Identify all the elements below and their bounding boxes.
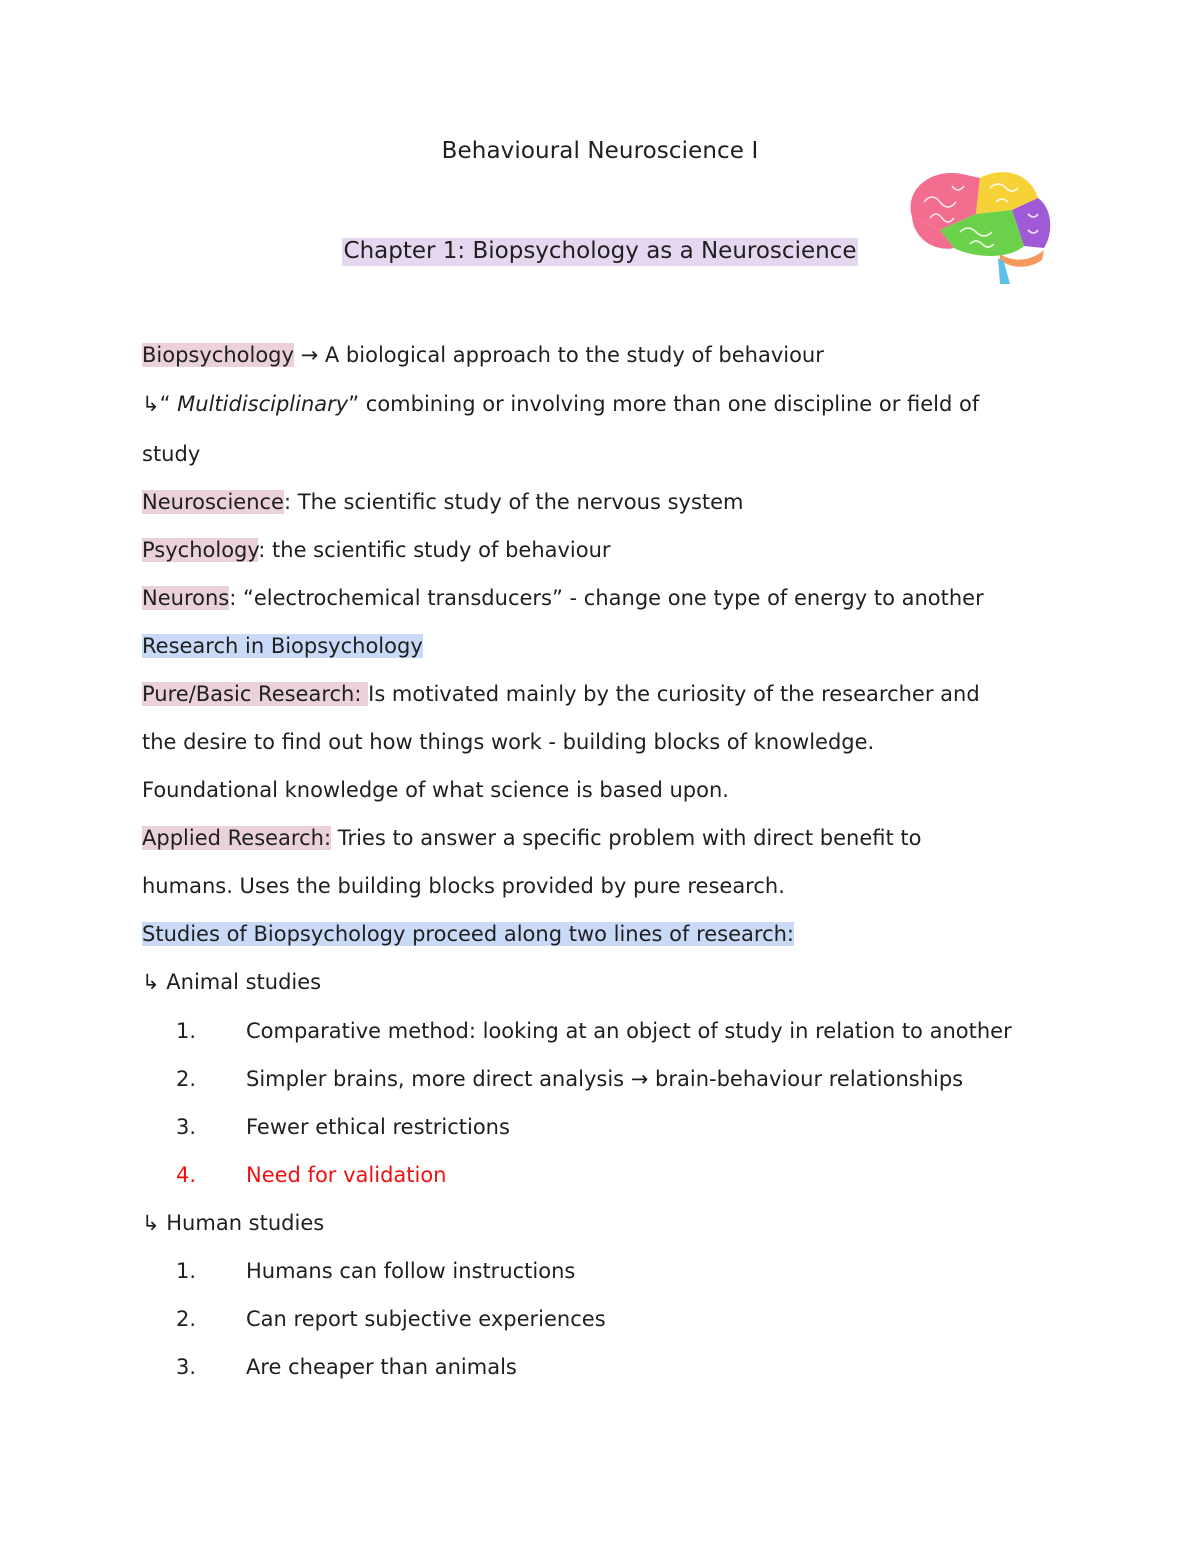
document-title: Behavioural Neuroscience I bbox=[441, 138, 759, 164]
term-biopsychology: Biopsychology bbox=[142, 343, 294, 367]
definition-psychology bbox=[142, 535, 611, 565]
def-psychology: : the scientific study of behaviour bbox=[258, 538, 611, 562]
research-heading bbox=[142, 631, 423, 661]
term-neurons: Neurons bbox=[142, 586, 230, 610]
research-heading-text: Research in Biopsychology bbox=[142, 634, 423, 658]
definition-pure-research bbox=[142, 679, 980, 709]
term-neuroscience: Neuroscience bbox=[142, 490, 284, 514]
definition-neuroscience bbox=[142, 487, 744, 517]
def-pure-research-line3: Foundational knowledge of what science is based upon. bbox=[142, 778, 729, 802]
brain-illustration bbox=[900, 162, 1055, 288]
def-applied-research: Tries to answer a specific problem with direct benefit to bbox=[331, 826, 922, 850]
list-item: 3. Fewer ethical restrictions bbox=[176, 1115, 510, 1139]
def-neuroscience: : The scientific study of the nervous system bbox=[283, 490, 744, 514]
def-pure-research-line2: the desire to find out how things work - building blocks of knowledge. bbox=[142, 730, 875, 754]
arrow-marker: ↳“ bbox=[142, 392, 178, 416]
def-multidisciplinary: ” combining or involving more than one discipline or field of bbox=[348, 392, 980, 416]
def-applied-research-line2: humans. Uses the building blocks provided by pure research. bbox=[142, 874, 785, 898]
definition-applied-research bbox=[142, 823, 922, 853]
animal-studies-heading: ↳ Animal studies bbox=[142, 970, 322, 994]
term-applied-research: Applied Research: bbox=[142, 826, 332, 850]
def-pure-research: Is motivated mainly by the curiosity of the researcher and bbox=[368, 682, 980, 706]
term-multidisciplinary: Multidisciplinary bbox=[177, 392, 349, 416]
list-item: 2. Can report subjective experiences bbox=[176, 1307, 606, 1331]
note-multidisciplinary bbox=[142, 389, 979, 419]
definition-biopsychology bbox=[142, 340, 824, 370]
term-psychology: Psychology bbox=[142, 538, 259, 562]
human-studies-heading: ↳ Human studies bbox=[142, 1211, 325, 1235]
list-item-highlight: 4. Need for validation bbox=[176, 1163, 447, 1187]
definition-neurons bbox=[142, 583, 984, 613]
term-pure-research: Pure/Basic Research: bbox=[142, 682, 369, 706]
list-item: 3. Are cheaper than animals bbox=[176, 1355, 517, 1379]
def-biopsychology: → A biological approach to the study of behaviour bbox=[293, 343, 824, 367]
studies-heading bbox=[142, 919, 794, 949]
chapter-heading-text: Chapter 1: Biopsychology as a Neuroscience bbox=[343, 238, 857, 264]
list-item: 1. Humans can follow instructions bbox=[176, 1259, 576, 1283]
list-item: 1. Comparative method: looking at an object of study in relation to another bbox=[176, 1019, 1012, 1043]
studies-heading-text: Studies of Biopsychology proceed along two lines of research: bbox=[142, 922, 794, 946]
note-multidisciplinary-cont: study bbox=[142, 442, 201, 466]
def-neurons: : “electrochemical transducers” - change one type of energy to another bbox=[229, 586, 984, 610]
list-item: 2. Simpler brains, more direct analysis → brain-behaviour relationships bbox=[176, 1067, 964, 1091]
